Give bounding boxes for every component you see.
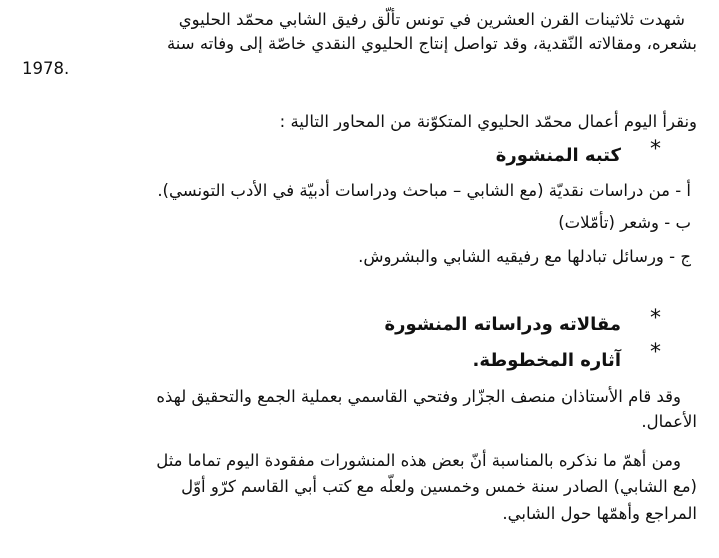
- paragraph-1-line-2: بشعره، ومقالاته النّقدية، وقد تواصل إنتاج الحليوي النقدي خاصّة إلى وفاته سنة: [166, 34, 697, 53]
- list-item-a: أ - من دراسات نقديّة (مع الشابي – مباحث ودراسات أدبيّة في الأدب التونسي).: [157, 181, 691, 200]
- paragraph-3-line-1: ومن أهمّ ما نذكره بالمناسبة أنّ بعض هذه المنشورات مفقودة اليوم تماما مثل: [156, 451, 681, 470]
- paragraph-3-line-2: (مع الشابي) الصادر سنة خمس وخمسين ولعلّه مع كتب أبي القاسم كرّو أوّل: [181, 477, 697, 496]
- list-item-c: ج - ورسائل تبادلها مع رفيقيه الشابي والبشروش.: [358, 247, 691, 266]
- bullet-star-1: *: [650, 137, 661, 162]
- paragraph-1-line-3: 1978.: [22, 59, 70, 78]
- paragraph-3-line-3: المراجع وأهمّها حول الشابي.: [502, 504, 697, 523]
- bullet-star-3: *: [650, 340, 661, 365]
- section-heading-published-books: كتبه المنشورة: [495, 145, 621, 166]
- paragraph-2-line-2: الأعمال.: [641, 412, 697, 431]
- section-heading-manuscripts: آثاره المخطوطة.: [472, 350, 621, 371]
- section-heading-published-articles: مقالاته ودراساته المنشورة: [384, 314, 621, 335]
- list-item-b: ب - وشعر (تأمّلات): [558, 213, 691, 232]
- intro-line: ونقرأ اليوم أعمال محمّد الحليوي المتكوّنة من المحاور التالية :: [279, 112, 697, 131]
- paragraph-2-line-1: وقد قام الأستاذان منصف الجزّار وفتحي القاسمي بعملية الجمع والتحقيق لهذه: [156, 387, 681, 406]
- bullet-star-2: *: [650, 306, 661, 331]
- paragraph-1-line-1: شهدت ثلاثينات القرن العشرين في تونس تألّق رفيق الشابي محمّد الحليوي: [178, 10, 685, 29]
